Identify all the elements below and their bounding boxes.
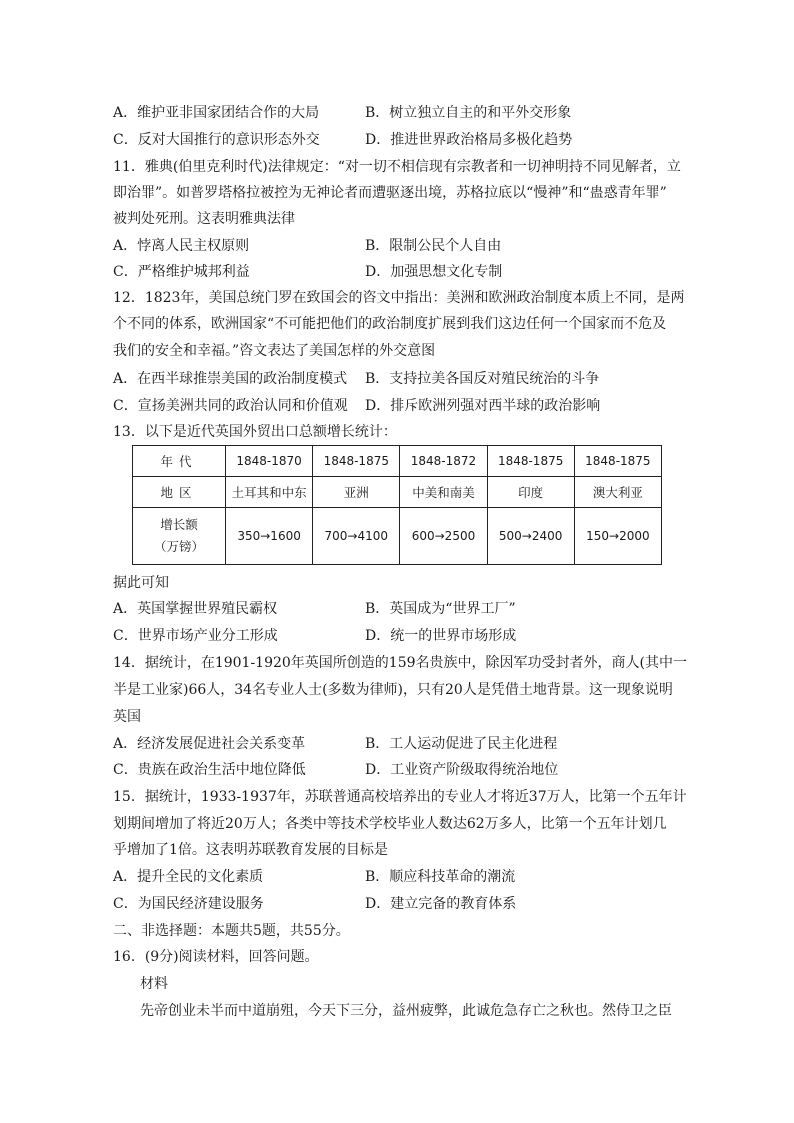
table-year-5: 1848-1875 xyxy=(574,446,661,477)
q14-stem-line-1: 14．据统计，在1901-1920年英国所创造的159名贵族中，除因军功受封者外，商人(其中一 xyxy=(113,655,687,671)
q12-stem-line-1: 12．1823年，美国总统门罗在致国会的咨文中指出：美洲和欧洲政治制度本质上不同，是两 xyxy=(113,290,685,306)
table-region-5: 澳大利亚 xyxy=(574,477,661,508)
section-2-heading: 二、非选择题：本题共5题，共55分。 xyxy=(113,923,350,939)
q15-option-d: D．建立完备的教育体系 xyxy=(365,896,517,912)
q10-option-d: D．推进世界政治格局多极化趋势 xyxy=(365,132,573,148)
q15-option-b: B．顺应科技革命的潮流 xyxy=(365,869,516,885)
table-year-2: 1848-1875 xyxy=(313,446,400,477)
q15-stem-line-1: 15．据统计，1933-1937年，苏联普通高校培养出的专业人才将近37万人，比第一个五年计 xyxy=(113,789,687,805)
q15-stem-line-3: 乎增加了1倍。这表明苏联教育发展的目标是 xyxy=(113,842,388,858)
q16-material-text: 先帝创业未半而中道崩殂，今天下三分，益州疲弊，此诚危急存亡之秋也。然侍卫之臣 xyxy=(140,1003,672,1019)
table-year-label: 年代 xyxy=(133,446,226,477)
q13-option-b: B．英国成为“世界工厂” xyxy=(365,601,516,617)
table-region-label: 地区 xyxy=(133,477,226,508)
table-growth-label-1: 增长额 xyxy=(160,517,198,532)
export-growth-table xyxy=(132,445,662,565)
q11-stem-line-2: 即治罪”。如普罗塔格拉被控为无神论者而遭驱逐出境，苏格拉底以“慢神”和“蛊惑青年罪” xyxy=(113,185,667,201)
table-region-2: 亚洲 xyxy=(313,477,400,508)
q15-option-c: C．为国民经济建设服务 xyxy=(113,896,264,912)
q11-option-b: B．限制公民个人自由 xyxy=(365,238,502,254)
q10-option-b: B．树立独立自主的和平外交形象 xyxy=(365,105,572,121)
q13-option-c: C．世界市场产业分工形成 xyxy=(113,628,278,644)
table-region-3: 中美和南美 xyxy=(400,477,487,508)
q14-option-b: B．工人运动促进了民主化进程 xyxy=(365,736,558,752)
table-growth-3: 600→2500 xyxy=(400,508,487,565)
q11-option-a: A．悖离人民主权原则 xyxy=(113,238,250,254)
q12-stem-line-2: 个不同的体系，欧洲国家“不可能把他们的政治制度扩展到我们这边任何一个国家而不危及 xyxy=(113,316,667,332)
q15-option-a: A．提升全民的文化素质 xyxy=(113,869,264,885)
q12-stem-line-3: 我们的安全和幸福。”咨文表达了美国怎样的外交意图 xyxy=(113,343,436,359)
q15-stem-line-2: 划期间增加了将近20万人；各类中等技术学校毕业人数达62万多人，比第一个五年计划几 xyxy=(113,816,667,832)
table-growth-2: 700→4100 xyxy=(313,508,400,565)
table-year-3: 1848-1872 xyxy=(400,446,487,477)
q13-option-a: A．英国掌握世界殖民霸权 xyxy=(113,601,278,617)
q14-option-c: C．贵族在政治生活中地位降低 xyxy=(113,762,306,778)
q12-option-a: A．在西半球推崇美国的政治制度模式 xyxy=(113,371,348,387)
q16-stem: 16．(9分)阅读材料，回答问题。 xyxy=(113,949,319,965)
q14-option-a: A．经济发展促进社会关系变革 xyxy=(113,736,306,752)
table-growth-1: 350→1600 xyxy=(226,508,313,565)
q11-option-d: D．加强思想文化专制 xyxy=(365,264,503,280)
table-year-4: 1848-1875 xyxy=(487,446,574,477)
table-year-1: 1848-1870 xyxy=(226,446,313,477)
table-region-4: 印度 xyxy=(487,477,574,508)
q11-stem-line-1: 11．雅典(伯里克利时代)法律规定：“对一切不相信现有宗教者和一切神明持不同见解者，立 xyxy=(113,159,681,175)
table-growth-5: 150→2000 xyxy=(574,508,661,565)
table-growth-4: 500→2400 xyxy=(487,508,574,565)
q14-stem-line-3: 英国 xyxy=(113,709,141,725)
q11-option-c: C．严格维护城邦利益 xyxy=(113,264,250,280)
q12-option-d: D．排斥欧洲列强对西半球的政治影响 xyxy=(365,398,601,414)
q13-option-d: D．统一的世界市场形成 xyxy=(365,628,517,644)
q11-stem-line-3: 被判处死刑。这表明雅典法律 xyxy=(113,211,295,227)
q13-lead: 据此可知 xyxy=(113,575,169,591)
q12-option-c: C．宣扬美洲共同的政治认同和价值观 xyxy=(113,398,348,414)
table-region-1: 土耳其和中东 xyxy=(226,477,313,508)
q12-option-b: B．支持拉美各国反对殖民统治的斗争 xyxy=(365,371,600,387)
q16-material-label: 材料 xyxy=(140,976,168,992)
q14-option-d: D．工业资产阶级取得统治地位 xyxy=(365,762,559,778)
q10-option-c: C．反对大国推行的意识形态外交 xyxy=(113,132,320,148)
q13-stem: 13．以下是近代英国外贸出口总额增长统计： xyxy=(113,424,397,440)
table-growth-label xyxy=(133,508,226,565)
table-growth-label-2: （万镑） xyxy=(153,539,204,554)
q14-stem-line-2: 半是工业家)66人，34名专业人士(多数为律师)，只有20人是凭借土地背景。这一现象说明 xyxy=(113,682,673,698)
q10-option-a: A．维护亚非国家团结合作的大局 xyxy=(113,105,320,121)
